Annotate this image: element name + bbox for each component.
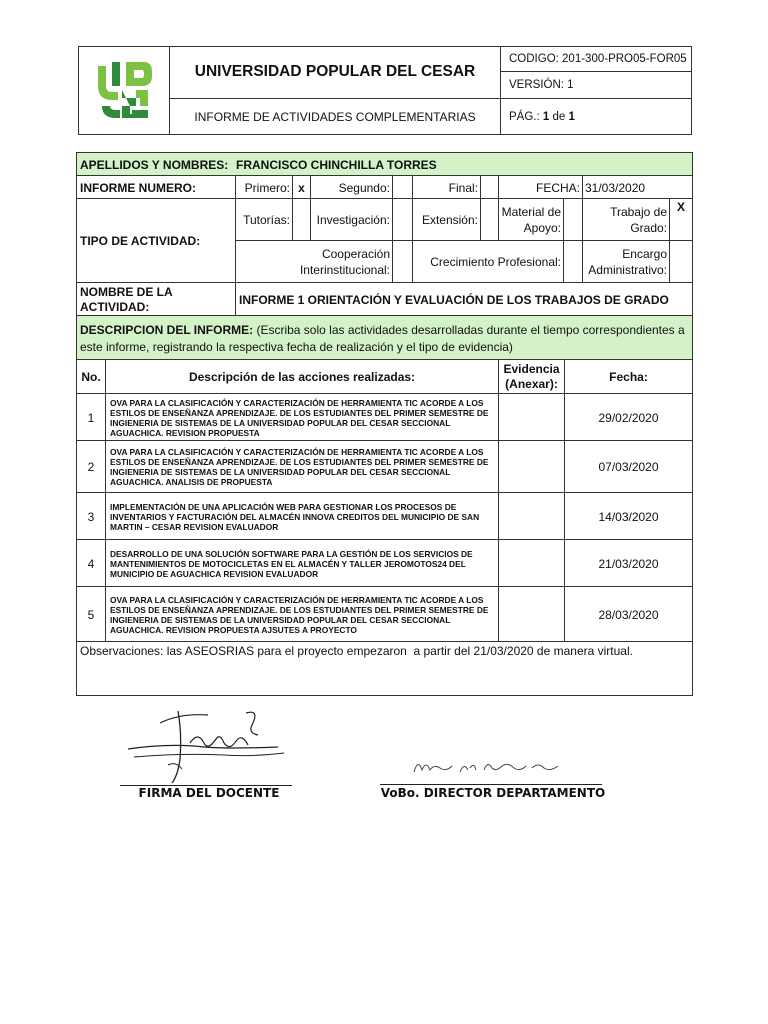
- director-signature-label: VoBo. DIRECTOR DEPARTAMENTO: [380, 786, 606, 800]
- row-evidence[interactable]: [499, 441, 564, 493]
- cooperacion-checkbox[interactable]: [393, 241, 412, 283]
- page-current: 1: [542, 111, 550, 123]
- col-header-evidence: Evidencia (Anexar):: [503, 362, 560, 391]
- row-number: 3: [87, 509, 95, 524]
- row-description: IMPLEMENTACIÓN DE UNA APLICACIÓN WEB PARA GESTIONAR LOS PROCESOS DE INVENTARIOS Y FACTURACIÓN DEL ALMACÉN INNOVA CREDITOS DEL MUNICIPIO DE SAN MARTIN – CESAR REVISION EVALUADOR: [110, 501, 480, 532]
- row-date: 28/03/2020: [598, 607, 659, 622]
- investigacion-checkbox[interactable]: [393, 199, 412, 240]
- report-title: INFORME DE ACTIVIDADES COMPLEMENTARIAS: [194, 110, 476, 124]
- upc-logo-icon: [92, 56, 156, 124]
- report-number-label: INFORME NUMERO:: [80, 180, 196, 195]
- crecimiento-checkbox[interactable]: [564, 241, 582, 283]
- handwritten-signature-icon: [120, 703, 292, 785]
- university-name: UNIVERSIDAD POPULAR DEL CESAR: [194, 63, 476, 80]
- row-evidence[interactable]: [499, 540, 564, 587]
- tutorias-label: Tutorías:: [243, 212, 290, 227]
- row-description: OVA PARA LA CLASIFICACIÓN Y CARACTERIZACIÓN DE HERRAMIENTA TIC ACORDE A LOS ESTILOS DE ENSEÑANZA APRENDIZAJE. DE LOS ESTUDIANTES DEL PRIMER SEMESTRE DE INGIENERIA DE SISTEMAS DE LA UNIVERSIDAD POPULAR DEL CESAR SECCIONAL AGUACHICA. REVISION PROPUESTA AJSUTES A PROYECTO: [110, 594, 489, 635]
- activity-type-label: TIPO DE ACTIVIDAD:: [80, 234, 201, 248]
- description-label: DESCRIPCION DEL INFORME:: [80, 323, 254, 337]
- header-divider-right: [500, 46, 501, 135]
- row-evidence[interactable]: [499, 493, 564, 540]
- col-header-date: Fecha:: [609, 370, 648, 384]
- date-value: 31/03/2020: [585, 180, 646, 195]
- row-date: 14/03/2020: [598, 509, 659, 524]
- observations-text: Observaciones: las ASEOSRIAS para el proyecto empezaron a partir del 21/03/2020 de manera virtual.: [80, 644, 633, 658]
- handwritten-signature-icon: [408, 752, 568, 782]
- names-value: FRANCISCO CHINCHILLA TORRES: [236, 157, 437, 172]
- row-evidence[interactable]: [499, 394, 564, 441]
- row-number: 4: [87, 556, 95, 571]
- row-number: 5: [87, 607, 95, 622]
- encargo-label: Encargo Administrativo:: [588, 247, 667, 277]
- col-header-no: No.: [81, 370, 101, 384]
- row-date: 07/03/2020: [598, 460, 659, 474]
- document-code: CODIGO: 201-300-PRO05-FOR05: [509, 52, 687, 65]
- description-text: [80, 322, 690, 358]
- material-apoyo-label: Material de Apoyo:: [501, 204, 561, 235]
- description-body: (Escriba solo las actividades desarrolladas durante el tiempo correspondientes a este informe, registrando la respectiva fecha de realización y el tipo de evidencia): [80, 323, 685, 354]
- row-evidence[interactable]: [499, 587, 564, 642]
- trabajo-grado-label: Trabajo de Grado:: [610, 204, 667, 235]
- page-number: [509, 99, 692, 135]
- final-label: Final:: [448, 180, 478, 195]
- first-label: Primero:: [244, 180, 290, 195]
- teacher-signature-label: FIRMA DEL DOCENTE: [138, 786, 280, 800]
- material-apoyo-checkbox[interactable]: [564, 199, 582, 240]
- crecimiento-label: Crecimiento Profesional:: [430, 255, 561, 269]
- row-number: 1: [87, 410, 95, 425]
- page-of: de: [549, 111, 569, 123]
- final-checkbox[interactable]: [481, 176, 498, 199]
- row-description: OVA PARA LA CLASIFICACIÓN Y CARACTERIZACIÓN DE HERRAMIENTA TIC ACORDE A LOS ESTILOS DE ENSEÑANZA APRENDIZAJE. DE LOS ESTUDIANTES DEL PRIMER SEMESTRE DE INGIENERIA DE SISTEMAS DE LA UNIVERSIDAD POPULAR DEL CESAR SECCIONAL AGUACHICA. REVISION PROPUESTA: [110, 397, 489, 438]
- page-prefix: PÁG.:: [509, 111, 543, 123]
- second-label: Segundo:: [338, 180, 390, 195]
- second-checkbox[interactable]: [393, 176, 412, 199]
- activity-name-label: NOMBRE DE LA ACTIVIDAD:: [80, 284, 173, 314]
- director-signature: [408, 752, 568, 782]
- names-label: APELLIDOS Y NOMBRES:: [80, 157, 229, 172]
- university-logo: [92, 56, 156, 124]
- grid-line: [582, 176, 583, 199]
- row-date: 29/02/2020: [598, 410, 659, 425]
- grid-line: [235, 283, 236, 316]
- date-label: FECHA:: [535, 180, 580, 195]
- document-version: VERSIÓN: 1: [509, 79, 574, 91]
- encargo-checkbox[interactable]: [670, 241, 692, 283]
- row-number: 2: [87, 460, 95, 474]
- page-total: 1: [568, 111, 575, 123]
- col-header-description: Descripción de las acciones realizadas:: [188, 370, 416, 384]
- investigacion-label: Investigación:: [316, 212, 390, 227]
- tutorias-checkbox[interactable]: [293, 199, 310, 240]
- row-description: DESARROLLO DE UNA SOLUCIÓN SOFTWARE PARA LA GESTIÓN DE LOS SERVICIOS DE MANTENIMIENTOS DE MOTOCICLETAS EN EL ALMACÉN Y TALLER JEROMOTOS24 DEL MUNICIPIO DE AGUACHICA REVISION EVALUADOR: [110, 548, 473, 579]
- first-checkbox[interactable]: x: [298, 180, 305, 195]
- row-description: OVA PARA LA CLASIFICACIÓN Y CARACTERIZACIÓN DE HERRAMIENTA TIC ACORDE A LOS ESTILOS DE ENSEÑANZA APRENDIZAJE. DE LOS ESTUDIANTES DEL PRIMER SEMESTRE DE INGIENERIA DE SISTEMAS DE LA UNIVERSIDAD POPULAR DEL CESAR SECCIONAL AGUACHICA. ANALISIS DE PROPUESTA: [110, 447, 489, 487]
- director-signature-line: [380, 784, 602, 785]
- extension-label: Extensión:: [421, 212, 478, 227]
- teacher-signature: [120, 703, 292, 785]
- row-date: 21/03/2020: [598, 556, 659, 571]
- trabajo-grado-checkbox[interactable]: X: [676, 200, 685, 214]
- extension-checkbox[interactable]: [481, 199, 498, 240]
- activity-name-value: INFORME 1 ORIENTACIÓN Y EVALUACIÓN DE LOS TRABAJOS DE GRADO: [239, 292, 669, 307]
- cooperacion-label: Cooperación Interinstitucional:: [299, 247, 390, 277]
